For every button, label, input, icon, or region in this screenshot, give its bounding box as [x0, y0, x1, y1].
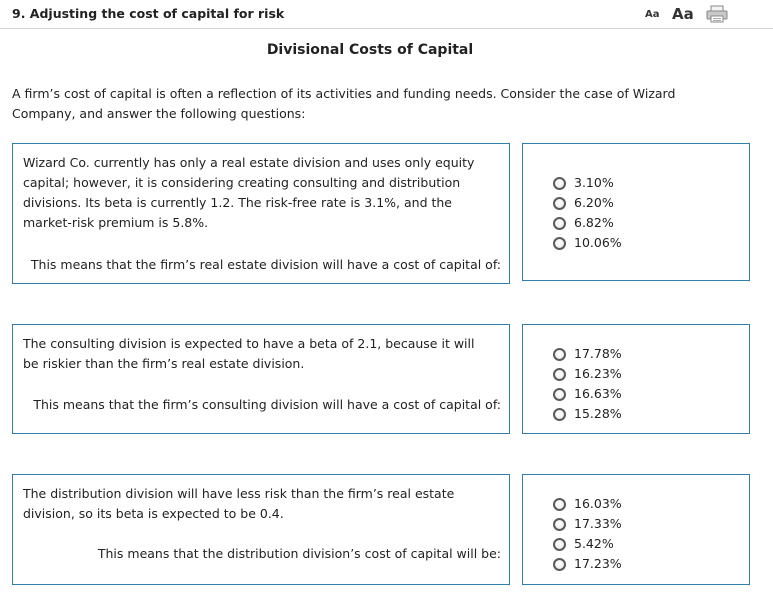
increase-font-button[interactable]: Aa [672, 5, 694, 23]
option-label: 5.42% [574, 536, 614, 551]
question-text: The distribution division will have less risk than the firm’s real estate division, so its beta is expected to be 0.4. [23, 486, 455, 521]
answer-option[interactable] [553, 514, 622, 534]
radio-button-icon[interactable] [553, 498, 566, 511]
option-label: 3.10% [574, 175, 614, 190]
option-label: 16.63% [574, 386, 622, 401]
question-text: Wizard Co. currently has only a real estate division and uses only equity capital; however, it is considering creating consulting and distribution divisions. Its beta is currently 1.2. The risk-free rate is 3.1%, and the market-risk premium is 5.8%. [23, 155, 475, 230]
answer-option[interactable] [553, 494, 622, 514]
option-label: 17.23% [574, 556, 622, 571]
answer-option[interactable] [553, 173, 614, 193]
question-prompt: This means that the distribution division’s cost of capital will be: [97, 546, 501, 561]
answer-option[interactable] [553, 233, 622, 253]
radio-button-icon[interactable] [553, 388, 566, 401]
question-header-bar [0, 0, 773, 29]
question-text: The consulting division is expected to have a beta of 2.1, because it will be riskier than the firm’s real estate division. [23, 336, 475, 371]
option-label: 17.78% [574, 346, 622, 361]
option-label: 15.28% [574, 406, 622, 421]
option-label: 16.23% [574, 366, 622, 381]
decrease-font-button[interactable]: Aa [645, 9, 660, 20]
answer-box-distribution [522, 474, 750, 585]
option-label: 17.33% [574, 516, 622, 531]
option-label: 10.06% [574, 235, 622, 250]
question-box-consulting [12, 324, 510, 434]
radio-button-icon[interactable] [553, 368, 566, 381]
radio-button-icon[interactable] [553, 348, 566, 361]
question-prompt: This means that the firm’s consulting division will have a cost of capital of: [33, 397, 501, 412]
radio-button-icon[interactable] [553, 558, 566, 571]
radio-button-icon[interactable] [553, 518, 566, 531]
printer-icon[interactable] [706, 5, 728, 23]
option-label: 6.82% [574, 215, 614, 230]
answer-option[interactable] [553, 344, 622, 364]
answer-box-consulting [522, 324, 750, 434]
radio-button-icon[interactable] [553, 217, 566, 230]
question-box-distribution [12, 474, 510, 585]
radio-button-icon[interactable] [553, 177, 566, 190]
page-title: Divisional Costs of Capital [266, 42, 474, 58]
radio-button-icon[interactable] [553, 237, 566, 250]
answer-option[interactable] [553, 384, 622, 404]
answer-box-real-estate [522, 143, 750, 281]
answer-option[interactable] [553, 213, 614, 233]
answer-option[interactable] [553, 554, 622, 574]
answer-option[interactable] [553, 193, 614, 213]
option-label: 6.20% [574, 195, 614, 210]
answer-option[interactable] [553, 534, 614, 554]
radio-button-icon[interactable] [553, 197, 566, 210]
question-title: 9. Adjusting the cost of capital for risk [12, 6, 285, 21]
question-prompt: This means that the firm’s real estate division will have a cost of capital of: [30, 257, 501, 272]
radio-button-icon[interactable] [553, 408, 566, 421]
answer-option[interactable] [553, 404, 622, 424]
answer-option[interactable] [553, 364, 622, 384]
radio-button-icon[interactable] [553, 538, 566, 551]
question-box-real-estate [12, 143, 510, 284]
option-label: 16.03% [574, 496, 622, 511]
intro-text: A firm’s cost of capital is often a reflection of its activities and funding needs. Consider the case of Wizard Company, and answer the following questions: [12, 86, 676, 121]
